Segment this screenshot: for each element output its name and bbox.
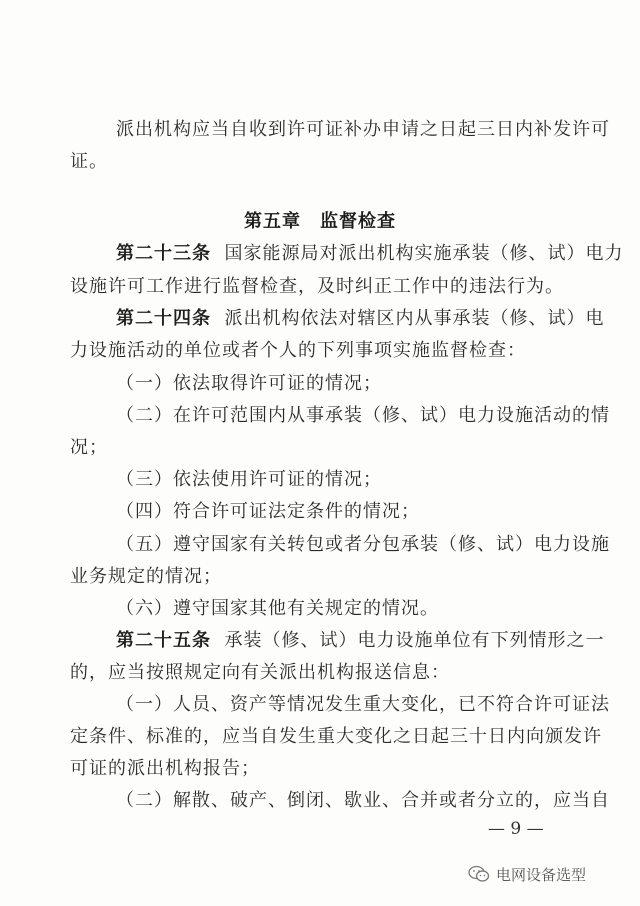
article-text: 国家能源局对派出机构实施承装（修、试）电力 xyxy=(224,243,624,264)
list-item: （二）解散、破产、倒闭、歇业、合并或者分立的，应当自 xyxy=(116,790,610,811)
article-text: 承装（修、试）电力设施单位有下列情形之一 xyxy=(224,630,605,651)
article-25-line: 的，应当按照规定向有关派出机构报送信息： xyxy=(70,662,450,683)
list-item: 况； xyxy=(70,437,108,458)
list-item: （三）依法使用许可证的情况； xyxy=(116,469,382,490)
list-item: （一）人员、资产等情况发生重大变化，已不符合许可证法 xyxy=(116,694,610,715)
watermark xyxy=(468,862,586,886)
article-text: 派出机构依法对辖区内从事承装（修、试）电 xyxy=(224,308,605,329)
list-item: （一）依法取得许可证的情况； xyxy=(116,373,382,394)
article-label: 第二十四条 xyxy=(116,308,211,329)
list-item: 可证的派出机构报告； xyxy=(70,758,260,779)
article-25-line xyxy=(116,629,616,653)
chapter-title: 第五章 监督检查 xyxy=(244,211,396,232)
list-item: （二）在许可范围内从事承装（修、试）电力设施活动的情 xyxy=(116,405,610,426)
article-label: 第二十五条 xyxy=(116,630,211,651)
list-item: 业务规定的情况； xyxy=(70,566,222,587)
article-24-line xyxy=(116,307,616,331)
wechat-icon xyxy=(468,865,490,883)
paragraph-line: 证。 xyxy=(70,151,108,172)
article-23-line xyxy=(116,242,624,266)
page-number: — 9 — xyxy=(488,819,544,839)
list-item: （五）遵守国家有关转包或者分包承装（修、试）电力设施 xyxy=(116,534,610,555)
article-label: 第二十三条 xyxy=(116,243,211,264)
article-23-line: 设施许可工作进行监督检查，及时纠正工作中的违法行为。 xyxy=(70,276,564,297)
watermark-text: 电网设备选型 xyxy=(496,865,587,884)
list-item: （六）遵守国家其他有关规定的情况。 xyxy=(116,598,439,619)
paragraph-line: 派出机构应当自收到许可证补办申请之日起三日内补发许可 xyxy=(116,119,610,140)
list-item: 定条件、标准的，应当自发生重大变化之日起三十日内向颁发许 xyxy=(70,726,602,747)
article-24-line: 力设施活动的单位或者个人的下列事项实施监督检查： xyxy=(70,340,526,361)
list-item: （四）符合许可证法定条件的情况； xyxy=(116,501,420,522)
